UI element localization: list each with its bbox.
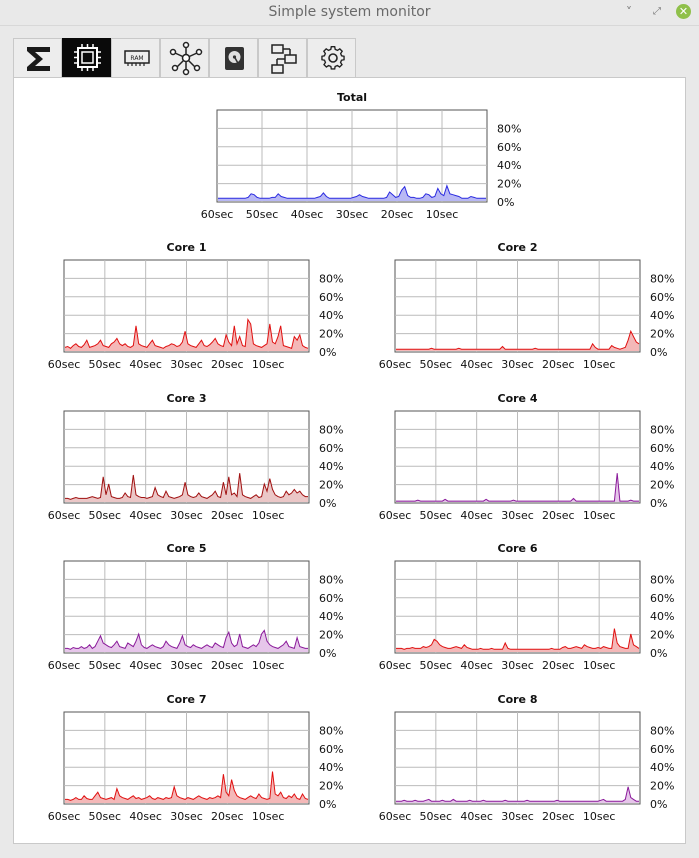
disk-icon: [210, 39, 259, 78]
core-7-y-tick-label: 20%: [319, 779, 344, 793]
core-5-y-tick-label: 20%: [319, 628, 344, 642]
tab-processes[interactable]: [258, 38, 307, 77]
tab-settings[interactable]: [307, 38, 356, 77]
core-3-chart: [48, 392, 344, 522]
total-y-tick-label: 20%: [497, 177, 522, 191]
core-4-x-tick-label: 60sec: [378, 509, 412, 522]
core-1-y-tick-label: 0%: [319, 346, 337, 359]
core-1-chart: [48, 241, 344, 371]
core-4-y-tick-label: 80%: [650, 423, 675, 437]
core-7-y-tick-label: 80%: [319, 724, 344, 738]
core-5-y-tick-label: 60%: [319, 591, 344, 605]
core-3-y-tick-label: 40%: [319, 460, 344, 474]
core-1-x-tick-label: 50sec: [88, 358, 122, 371]
core-7-x-tick-label: 60sec: [47, 810, 81, 823]
core-1-y-tick-label: 20%: [319, 327, 344, 341]
core-8-y-tick-label: 0%: [650, 798, 668, 811]
core-8-y-tick-label: 60%: [650, 742, 675, 756]
core-3-x-tick-label: 60sec: [47, 509, 81, 522]
core-8-y-tick-label: 80%: [650, 724, 675, 738]
core-5-x-tick-label: 40sec: [129, 659, 162, 672]
core-5-y-tick-label: 40%: [319, 610, 344, 624]
core-6-y-tick-label: 80%: [650, 573, 675, 587]
core-1-x-tick-label: 30sec: [170, 358, 203, 371]
core-6-x-tick-label: 60sec: [378, 659, 412, 672]
maximize-button[interactable]: ⤢: [653, 6, 661, 17]
core-5-x-tick-label: 30sec: [170, 659, 203, 672]
core-6-x-tick-label: 30sec: [501, 659, 534, 672]
core-8-chart-title: Core 8: [497, 693, 538, 706]
core-8-x-tick-label: 60sec: [378, 810, 412, 823]
core-1-x-tick-label: 60sec: [47, 358, 81, 371]
tab-network[interactable]: [160, 38, 209, 77]
total-y-tick-label: 80%: [497, 122, 522, 136]
core-3-x-tick-label: 10sec: [251, 509, 285, 522]
total-y-tick-label: 60%: [497, 140, 522, 154]
core-2-chart: [379, 241, 675, 371]
core-8-x-tick-label: 20sec: [542, 810, 575, 823]
total-y-tick-label: 40%: [497, 159, 522, 173]
core-2-x-tick-label: 50sec: [419, 358, 453, 371]
core-3-y-tick-label: 80%: [319, 423, 344, 437]
core-1-x-tick-label: 40sec: [129, 358, 162, 371]
core-8-x-tick-label: 40sec: [460, 810, 493, 823]
core-6-x-tick-label: 10sec: [582, 659, 616, 672]
gear-icon: [308, 39, 357, 78]
core-2-x-tick-label: 60sec: [378, 358, 412, 371]
minimize-button[interactable]: ˅: [626, 5, 632, 19]
ram-icon: [112, 39, 161, 78]
core-5-x-tick-label: 10sec: [251, 659, 285, 672]
core-8-x-tick-label: 30sec: [501, 810, 534, 823]
core-4-y-tick-label: 60%: [650, 441, 675, 455]
core-4-y-tick-label: 40%: [650, 460, 675, 474]
core-2-y-tick-label: 40%: [650, 309, 675, 323]
sigma-icon: [14, 39, 63, 78]
total-y-tick-label: 0%: [497, 196, 515, 209]
total-x-tick-label: 20sec: [380, 208, 414, 221]
core-3-y-tick-label: 0%: [319, 497, 337, 510]
core-1-x-tick-label: 10sec: [251, 358, 285, 371]
core-5-x-tick-label: 20sec: [211, 659, 244, 672]
core-4-y-tick-label: 0%: [650, 497, 668, 510]
core-3-x-tick-label: 20sec: [211, 509, 244, 522]
core-6-chart: [379, 542, 675, 672]
core-6-x-tick-label: 50sec: [419, 659, 453, 672]
core-4-x-tick-label: 20sec: [542, 509, 575, 522]
core-3-x-tick-label: 50sec: [88, 509, 122, 522]
total-chart: [201, 91, 522, 221]
ram-icon-text: RAM: [130, 55, 144, 62]
core-3-chart-title: Core 3: [166, 392, 207, 405]
core-2-x-tick-label: 30sec: [501, 358, 534, 371]
network-icon: [161, 39, 210, 78]
core-4-x-tick-label: 30sec: [501, 509, 534, 522]
core-5-chart-title: Core 5: [166, 542, 207, 555]
total-x-tick-label: 10sec: [425, 208, 459, 221]
cpu-panel: [13, 77, 686, 844]
tab-disk[interactable]: [209, 38, 258, 77]
core-4-x-tick-label: 40sec: [460, 509, 493, 522]
core-5-y-tick-label: 80%: [319, 573, 344, 587]
core-3-x-tick-label: 30sec: [170, 509, 203, 522]
core-4-x-tick-label: 50sec: [419, 509, 453, 522]
core-2-x-tick-label: 40sec: [460, 358, 493, 371]
cpu-charts: [14, 78, 685, 843]
core-1-x-tick-label: 20sec: [211, 358, 244, 371]
core-7-x-tick-label: 20sec: [211, 810, 244, 823]
core-5-chart: [48, 542, 344, 672]
core-7-x-tick-label: 30sec: [170, 810, 203, 823]
tab-ram[interactable]: [111, 38, 160, 77]
core-4-y-tick-label: 20%: [650, 478, 675, 492]
core-7-y-tick-label: 40%: [319, 761, 344, 775]
core-2-x-tick-label: 10sec: [582, 358, 616, 371]
tab-overview[interactable]: [13, 38, 62, 77]
core-1-y-tick-label: 40%: [319, 309, 344, 323]
core-6-x-tick-label: 40sec: [460, 659, 493, 672]
total-x-tick-label: 30sec: [335, 208, 369, 221]
close-button[interactable]: ✕: [676, 4, 691, 19]
total-x-tick-label: 50sec: [245, 208, 279, 221]
core-7-y-tick-label: 0%: [319, 798, 337, 811]
core-2-y-tick-label: 60%: [650, 290, 675, 304]
core-6-y-tick-label: 0%: [650, 647, 668, 660]
core-8-x-tick-label: 10sec: [582, 810, 616, 823]
core-4-chart: [379, 392, 675, 522]
tab-cpu[interactable]: [62, 38, 111, 77]
core-2-y-tick-label: 80%: [650, 272, 675, 286]
core-7-chart-title: Core 7: [166, 693, 207, 706]
core-8-chart: [379, 693, 675, 823]
core-2-x-tick-label: 20sec: [542, 358, 575, 371]
core-7-chart: [48, 693, 344, 823]
processes-icon: [259, 39, 308, 78]
core-6-x-tick-label: 20sec: [542, 659, 575, 672]
core-4-x-tick-label: 10sec: [582, 509, 616, 522]
title-bar: [0, 0, 699, 26]
core-6-y-tick-label: 60%: [650, 591, 675, 605]
core-7-x-tick-label: 50sec: [88, 810, 122, 823]
total-chart-title: Total: [336, 91, 368, 104]
core-1-y-tick-label: 80%: [319, 272, 344, 286]
core-5-x-tick-label: 60sec: [47, 659, 81, 672]
core-4-chart-title: Core 4: [497, 392, 538, 405]
core-1-chart-title: Core 1: [166, 241, 207, 254]
core-8-y-tick-label: 20%: [650, 779, 675, 793]
core-8-y-tick-label: 40%: [650, 761, 675, 775]
core-3-y-tick-label: 20%: [319, 478, 344, 492]
core-2-y-tick-label: 20%: [650, 327, 675, 341]
core-6-y-tick-label: 40%: [650, 610, 675, 624]
core-6-chart-title: Core 6: [497, 542, 538, 555]
core-3-x-tick-label: 40sec: [129, 509, 162, 522]
total-x-tick-label: 40sec: [290, 208, 324, 221]
core-5-y-tick-label: 0%: [319, 647, 337, 660]
window-title: Simple system monitor: [268, 4, 431, 20]
core-5-x-tick-label: 50sec: [88, 659, 122, 672]
core-7-x-tick-label: 40sec: [129, 810, 162, 823]
core-6-y-tick-label: 20%: [650, 628, 675, 642]
core-2-y-tick-label: 0%: [650, 346, 668, 359]
cpu-icon: [63, 39, 112, 78]
core-2-chart-title: Core 2: [497, 241, 538, 254]
core-3-y-tick-label: 60%: [319, 441, 344, 455]
core-7-x-tick-label: 10sec: [251, 810, 285, 823]
core-8-x-tick-label: 50sec: [419, 810, 453, 823]
total-x-tick-label: 60sec: [200, 208, 234, 221]
core-1-y-tick-label: 60%: [319, 290, 344, 304]
core-7-y-tick-label: 60%: [319, 742, 344, 756]
